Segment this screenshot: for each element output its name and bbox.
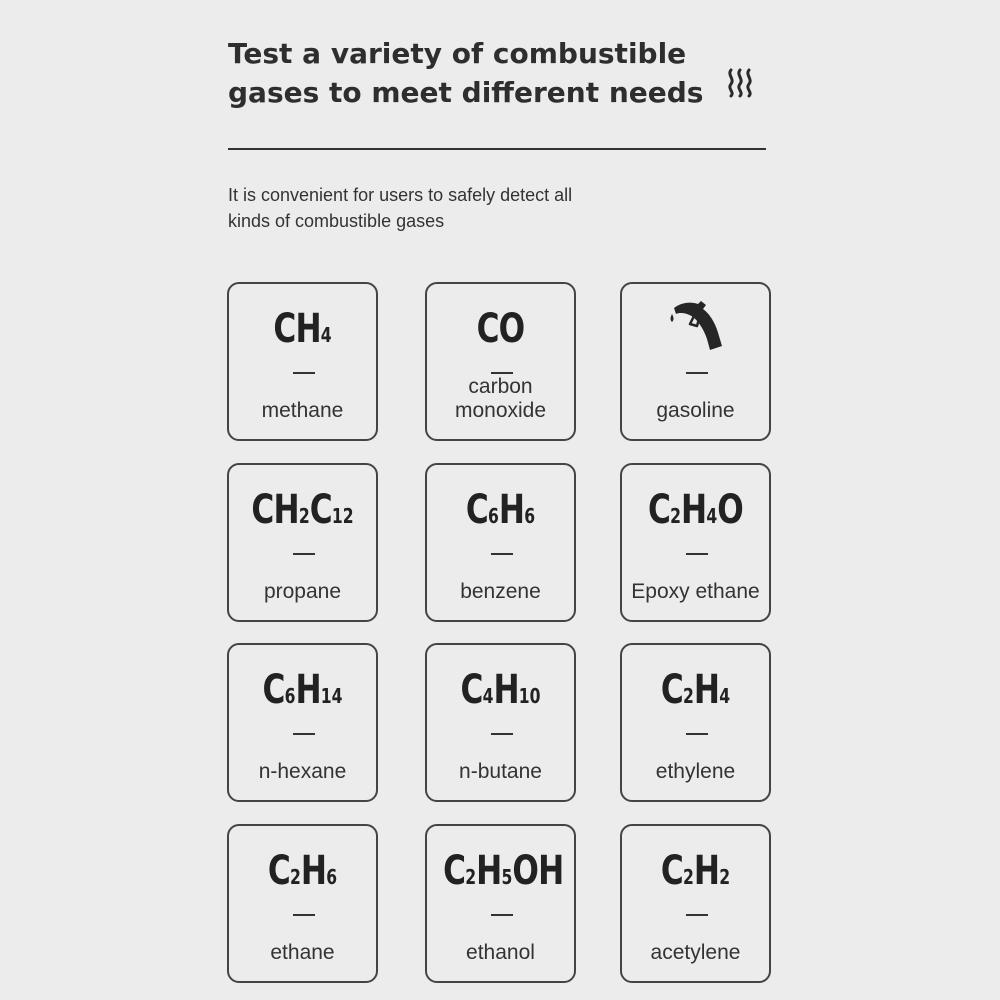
gas-name-line: ethanol	[466, 941, 535, 964]
formula-subscript: 10	[518, 684, 541, 708]
gas-name-line: methane	[261, 399, 344, 422]
gas-card	[620, 824, 771, 983]
formula-subscript: 6	[524, 504, 536, 528]
gas-name	[427, 375, 574, 423]
formula-subscript: 14	[320, 684, 343, 708]
page-subtitle	[228, 182, 648, 234]
headline-line-2: gases to meet different needs	[228, 76, 704, 109]
formula-symbol: C	[660, 667, 684, 713]
formula-subscript: 5	[501, 865, 513, 889]
formula-symbol: C	[443, 848, 466, 894]
gas-name	[622, 580, 769, 604]
formula-symbol: C	[465, 487, 489, 533]
card-dash	[686, 733, 708, 735]
formula-symbol: H	[693, 848, 720, 894]
formula-subscript: 4	[706, 504, 718, 528]
gas-formula	[245, 483, 360, 537]
formula-symbol: C	[262, 667, 285, 713]
formula-subscript: 6	[326, 865, 338, 889]
formula-subscript: 2	[683, 865, 694, 889]
formula-symbol: C	[648, 487, 671, 533]
gas-name	[229, 760, 376, 784]
fuel-nozzle-icon	[666, 292, 730, 356]
card-dash	[293, 372, 315, 374]
formula-subscript: 2	[670, 504, 682, 528]
formula-symbol: C	[660, 848, 684, 894]
formula-subscript: 2	[298, 504, 310, 528]
formula-symbol: H	[295, 667, 321, 713]
gas-card	[620, 643, 771, 802]
gas-name-line: propane	[263, 580, 342, 603]
formula-symbol: H	[498, 487, 525, 533]
gas-name-line: gasoline	[656, 399, 735, 422]
gas-formula	[638, 663, 753, 717]
gas-name-line: ethylene	[655, 760, 736, 783]
gas-name	[427, 760, 574, 784]
formula-subscript: 2	[719, 865, 731, 889]
gas-card	[425, 282, 576, 441]
gas-formula	[245, 302, 360, 356]
gas-formula	[245, 663, 360, 717]
gas-name	[427, 941, 574, 965]
gas-formula	[443, 483, 558, 537]
formula-symbol: CH	[251, 487, 299, 533]
card-dash	[491, 733, 513, 735]
gas-name-line: benzene	[460, 580, 541, 603]
card-dash	[491, 914, 513, 916]
gas-formula	[638, 844, 753, 898]
heat-waves-icon	[724, 66, 756, 100]
gas-card	[227, 282, 378, 441]
gas-name	[622, 941, 769, 965]
formula-symbol: C	[309, 487, 332, 533]
gas-card	[620, 463, 771, 622]
gas-card	[425, 824, 576, 983]
formula-subscript: 4	[719, 684, 731, 708]
formula-symbol: C	[460, 667, 483, 713]
gas-name-line: ethane	[270, 941, 335, 964]
formula-symbol: H	[693, 667, 720, 713]
formula-symbol: H	[476, 848, 502, 894]
card-dash	[491, 372, 513, 374]
formula-symbol: CH	[273, 306, 321, 352]
gas-card	[425, 463, 576, 622]
formula-symbol: H	[493, 667, 519, 713]
card-dash	[293, 914, 315, 916]
formula-subscript: 2	[683, 684, 694, 708]
formula-symbol: OH	[512, 848, 564, 894]
gas-name	[229, 580, 376, 604]
headline-line-1: Test a variety of combustible	[228, 37, 687, 70]
gas-name-line: monoxide	[454, 399, 547, 422]
subtitle-line-2: kinds of combustible gases	[228, 211, 445, 231]
formula-symbol: H	[681, 487, 707, 533]
card-dash	[686, 553, 708, 555]
card-dash	[293, 733, 315, 735]
gas-formula	[443, 302, 558, 356]
formula-subscript: 2	[290, 865, 301, 889]
gas-name-line: Epoxy ethane	[631, 580, 760, 603]
gas-card	[620, 282, 771, 441]
gas-card	[425, 643, 576, 802]
gas-formula	[443, 663, 558, 717]
card-dash	[686, 372, 708, 374]
gas-name	[427, 580, 574, 604]
gas-formula	[443, 844, 564, 898]
card-dash	[686, 914, 708, 916]
formula-subscript: 6	[284, 684, 296, 708]
gas-formula	[638, 483, 753, 537]
gas-name-line: n-butane	[459, 760, 542, 783]
gas-name-line: n-hexane	[258, 760, 347, 783]
formula-subscript: 6	[488, 504, 499, 528]
subtitle-line-1: It is convenient for users to safely detect all	[228, 185, 573, 205]
card-dash	[293, 553, 315, 555]
gas-name	[229, 941, 376, 965]
formula-symbol: CO	[476, 306, 525, 352]
card-dash	[491, 553, 513, 555]
gas-name-line: acetylene	[650, 941, 741, 964]
headline-divider	[228, 148, 766, 150]
formula-subscript: 4	[320, 323, 332, 347]
formula-subscript: 4	[482, 684, 494, 708]
gas-card	[227, 824, 378, 983]
gas-name	[229, 399, 376, 423]
formula-subscript: 12	[331, 504, 354, 528]
formula-symbol: H	[300, 848, 327, 894]
gas-name	[622, 760, 769, 784]
formula-symbol: C	[267, 848, 291, 894]
gas-name	[622, 399, 769, 423]
formula-subscript: 2	[465, 865, 477, 889]
formula-symbol: O	[717, 487, 743, 533]
page-headline	[228, 34, 708, 112]
gas-card	[227, 463, 378, 622]
gas-card	[227, 643, 378, 802]
gas-name-line: carbon	[468, 375, 533, 398]
gas-formula	[245, 844, 360, 898]
